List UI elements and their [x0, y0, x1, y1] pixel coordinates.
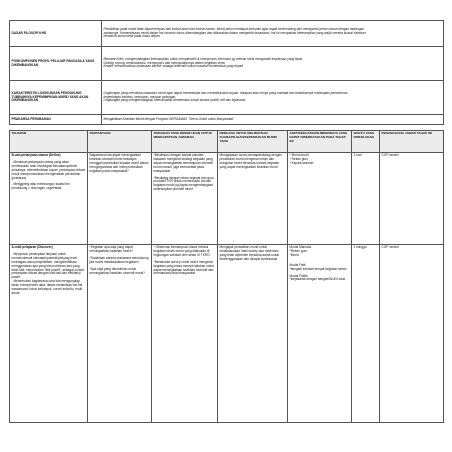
info-text	[102, 21, 444, 47]
stage-cell-tindakan	[152, 245, 218, 423]
stage-cell-aset	[288, 153, 352, 245]
cell-line: *Rekan guru	[289, 248, 308, 253]
cell-line: *Murid	[289, 252, 299, 257]
cell-line: CGP sendiri	[381, 245, 399, 249]
cell-line: CGP sendiri	[381, 153, 399, 157]
stage-cell-rencana	[218, 245, 288, 423]
cell-line: *Sudahkah sarana prasarana mendukung jika murid melaksanakan kegiatan?	[89, 255, 149, 264]
cell-line: Pendidikan pada murid tidak dapat terlepas dari kodrat alam dan kodrat zaman. Murid perlu mendapat tuntunan agar dapat berkembang dan mengambil peran sesuai dengan tantangan	[103, 26, 365, 31]
info-text	[102, 81, 444, 115]
cell-line: Modal Fisik	[289, 262, 306, 267]
info-label: PRAKARSA PERUBAHAN	[10, 115, 102, 125]
cell-line: 1 minggu	[353, 245, 367, 249]
stage-cell-aset	[288, 245, 352, 423]
cell-line: - Membuat pertanyaan utama yang akan menentukan arah investigasi kekuatan/potensi (misalnya: mendefinisikan tujuan, pertanyaan dibuat untuk mempromosikan/ mengeratkan perubahan (prakarsa)	[11, 159, 86, 180]
stage-cell-tahapan	[10, 153, 88, 245]
info-table	[9, 20, 444, 125]
cell-line: *Melakukan survey untuk murid mengenai kegiatan yang biasa mereka lakukan untuk dapat meningkatkan keahlian otomotif dan bermanfaat pada masyarakat	[153, 259, 214, 276]
cell-line: - Menemukan bagaimana cara kita mengungkap fakta, memperoleh data, dalam melakukan hal-hal wawancara, fokus kelompok, survei individu, multi anuar	[11, 279, 83, 295]
stage-cell-pj	[380, 153, 444, 245]
column-header: RENCANA UNTUK MELIBATKAN SUARA/PILIHAN/KEPEMILIKAN MURID YANG	[218, 131, 288, 153]
stage-row	[10, 153, 444, 245]
stage-table	[9, 130, 444, 423]
stage-cell-pertanyaan	[88, 153, 152, 245]
cell-line: * Observasi kemampuan siswa melalui kegiatan servis motor yang dilakukan di lingkungan sekolah oleh kelas XI TKRO	[153, 245, 210, 257]
cell-line: - Menyusun pertanyaan lanjutan untuk menemukenali kekuatan/potensi/peluang level investigasi atau penyelidikan; mengidentifikasi menggunakan apa yang kita butuhkan dari yang telah kita, menemukan "titik positif", sebagai contoh: pertanyaan dibuat dengan hati-hati dan efektanyi positif	[11, 251, 85, 280]
cell-line: Lingkungan yang membuka wawasan murid agar dapat menentukan dan merealisasikan tujuan, harapan atau mimpi yang manfaat dan kebaikannya melampaui pemenuhan	[103, 90, 348, 95]
cell-line: Modal Politik	[289, 273, 308, 278]
info-row	[10, 115, 444, 125]
cell-line: * Kepala sekolah	[289, 160, 314, 165]
rencana-tindak-lanjut-document	[9, 20, 443, 423]
cell-line: *Kegiatan apa saja yang dapat meningkatkan keahlian murid?	[89, 245, 133, 253]
cell-line: Mengaktikan Keahlian Murid dengan Program SERGAMAS "Serva Gratis untuk Masyarakat"	[103, 116, 235, 121]
cell-line: zamannya. Kemerdekaan murid dalam hal otonomi harus dikembangkan dan dibiasakan dalam mengelola kesadaran, hal ini merupakan keterampilan yang wajib mereka kuasai sebelum	[103, 30, 366, 35]
cell-line: Mengadakan curah pendapat/dialog dengan perwakilan murid mengenai mimpi dan keinginan murid terhadap inovasi kegiatan yang dapat meningkatkan keahlian murid	[219, 153, 282, 169]
column-header: TINDAKAN YANG DIPERLUKAN UNTUK MENDAPATKAN JAWABAN	[152, 131, 218, 153]
info-text	[102, 115, 444, 125]
cell-line: * Murid-murid	[289, 153, 309, 157]
stage-cell-tindakan	[152, 153, 218, 245]
stage-cell-rencana	[218, 153, 288, 245]
stage-cell-tahapan	[10, 245, 88, 423]
cell-line: B-uat pertanyaan utama (Define)	[11, 153, 61, 157]
info-label: DASAR FILOSOFI KHD	[10, 21, 102, 47]
cell-line: * Rekan guru	[289, 156, 309, 161]
table-header-row	[10, 131, 444, 153]
cell-line: Bernalar Kritis, mengembangkan keterampilan untuk memperoleh & memproses informasi yg relevan serta mengambil keputusan yang tepat.	[103, 56, 303, 61]
cell-line: Gotong royong, berkolaborasi, memproses dan mewujudkannya dalam kegiatan serta.	[103, 60, 226, 65]
cell-line: 2 hari	[353, 153, 362, 157]
cell-line: Lingkungan yang mengembangkan keterampilan berinteraksi sosial secara positif, arif dan bijaksana	[103, 98, 246, 103]
info-label: KARAKTERISTIK LINGKUNGAN PENDUKUNG TUMBUHNYA KEPEMIMPINAN MURID YANG AKAN DIKEMBANGKAN	[10, 81, 102, 115]
cell-line: Bagaimana kita dapat meningkatkan keahlian otomotif murid sekaligus menggali kepedulian kepada murid dalam mengorganisasi dan mempromosikan kegiatan pada masyarakat?	[89, 153, 149, 173]
cell-line: *kerjasama dengan bengkel/DUDI lokal	[289, 277, 346, 282]
column-header: ASET/KEKUATAN/SUMBERDAYA YANG DAPAT DIBERDAYAKAN PADA TAHAP INI	[288, 131, 352, 153]
cell-line: kepentingan individu, kelompok, maupun golongan.	[103, 94, 177, 99]
info-row	[10, 47, 444, 81]
info-row	[10, 21, 444, 47]
info-text	[102, 47, 444, 81]
column-header: PERTANYAAN	[88, 131, 152, 153]
cell-line: Modal Manusia	[289, 245, 312, 249]
cell-line: *Apa saja yang dibutuhkan untuk meningkatkan keahlian otomotif murid?	[89, 266, 145, 275]
stage-cell-waktu	[352, 245, 380, 423]
cell-line: berada di dunia kerja pada masa depan	[103, 34, 160, 39]
cell-line: *Berdiskusi dengan kepala sekolah, wakasek mengenai strategi kegiatan yang dapat meningkatkan kemampuan otomotif murid namun juga bermanfaat pada masyarakat	[153, 153, 213, 173]
stage-cell-pertanyaan	[88, 245, 152, 423]
cell-line: Mengajak perwakilan murid untuk melaksanakan hasil survey dan observasi yang telah diperoleh bersama-sama untuk diselenggarakan dan dicapai kontekstual	[219, 245, 280, 261]
info-label: PONKOMPONEN PROFIL PELAJAR PANCASILA YANG DIKEMBANGKAN	[10, 47, 102, 81]
cell-line: *Berdialog dengan rekan sejawat dan guru produktif TKR untuk menentukan inovasi kegiatan murid yg dapat mengembangkan keterampilan otomotif murid	[153, 175, 214, 192]
cell-line: Kreatif, menumbuhkan kebiasaan berfikir sebagai alternatif solusi masalah kontekstual yang terjadi	[103, 64, 243, 69]
info-row	[10, 81, 444, 115]
stage-cell-pj	[380, 245, 444, 423]
column-header: WAKTU YANG DIPERLUKAN	[352, 131, 380, 153]
cell-line: A-mbil pelajaran (Discover)	[11, 245, 53, 249]
cell-line: *bengkel sekolah tempat kegiatan servis	[289, 266, 347, 271]
stage-cell-waktu	[352, 153, 380, 245]
column-header: TAHAPAN	[10, 131, 88, 153]
stage-row	[10, 245, 444, 423]
column-header: PENANGGUNG JAWAB TAHAP INI	[380, 131, 444, 153]
cell-line: - Menggiring atau membangun koalisi lim pendukung > dukungan, urgensitas	[11, 182, 70, 191]
